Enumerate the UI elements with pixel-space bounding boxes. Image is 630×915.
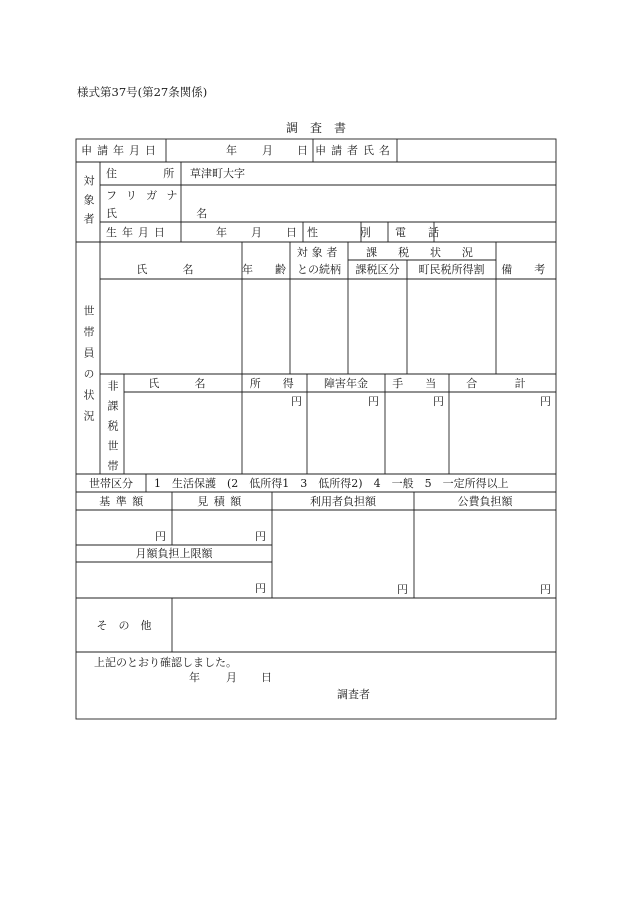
monthly-cap-yen-unit: 円 xyxy=(255,582,266,595)
household-section-label: 世帯員の状況 xyxy=(82,305,95,431)
applicant-name-field[interactable] xyxy=(399,141,554,160)
monthly-cap-header: 月額負担上限額 xyxy=(135,547,213,560)
total-header: 合 計 xyxy=(466,377,539,390)
standard-yen-unit: 円 xyxy=(155,530,166,543)
allowance-yen-unit: 円 xyxy=(433,395,444,408)
confirmation-text: 上記のとおり確認しました。 xyxy=(94,656,237,669)
sex-label: 性 別 xyxy=(307,226,387,239)
birth-date-label: 生年月日 xyxy=(106,226,170,239)
furigana-label: フリガナ xyxy=(106,189,187,202)
total-yen-unit: 円 xyxy=(540,395,551,408)
birth-month: 月 xyxy=(251,226,262,239)
estimate-amount-header: 見積額 xyxy=(197,495,247,508)
confirmation-year: 年 xyxy=(189,671,200,684)
user-burden-yen-unit: 円 xyxy=(397,583,408,596)
subject-name-label: 氏 名 xyxy=(106,207,242,220)
phone-label: 電 話 xyxy=(395,226,445,239)
non-taxed-name-header: 氏 名 xyxy=(148,377,218,390)
subject-section-label: 対象者 xyxy=(82,175,95,232)
income-yen-unit: 円 xyxy=(291,395,302,408)
remarks-header: 備 考 xyxy=(501,263,551,276)
address-label: 住 所 xyxy=(106,167,192,180)
form-reference: 様式第37号(第27条関係) xyxy=(77,85,208,99)
investigator-label: 調査者 xyxy=(337,688,370,701)
application-year: 年 xyxy=(226,144,237,157)
confirmation-month: 月 xyxy=(226,671,237,684)
relation-header-line1: 対象者 xyxy=(296,246,342,259)
household-class-options: 1 生活保護 (2 低所得1 3 低所得2) 4 一般 5 一定所得以上 xyxy=(154,477,509,490)
household-name-header: 氏 名 xyxy=(136,263,206,276)
application-month: 月 xyxy=(262,144,273,157)
pension-yen-unit: 円 xyxy=(368,395,379,408)
relation-header-line2: との続柄 xyxy=(297,263,341,276)
municipal-tax-header: 町民税所得割 xyxy=(418,263,485,276)
income-header: 所 得 xyxy=(249,377,300,390)
disability-pension-header: 障害年金 xyxy=(324,377,368,390)
tax-category-header: 課税区分 xyxy=(355,263,400,276)
application-date-label: 申請年月日 xyxy=(81,144,161,157)
applicant-name-label: 申請者氏名 xyxy=(315,144,395,157)
allowance-header: 手 当 xyxy=(392,377,442,390)
user-burden-header: 利用者負担額 xyxy=(310,495,376,508)
tax-status-header: 課 税 状 況 xyxy=(366,246,478,259)
confirmation-day: 日 xyxy=(261,671,272,684)
standard-amount-header: 基準額 xyxy=(99,495,149,508)
birth-year: 年 xyxy=(216,226,227,239)
public-burden-yen-unit: 円 xyxy=(540,583,551,596)
estimate-yen-unit: 円 xyxy=(255,530,266,543)
application-day: 日 xyxy=(297,144,308,157)
address-value: 草津町大字 xyxy=(190,167,245,180)
form-title: 調 査 書 xyxy=(285,121,346,135)
public-burden-header: 公費負担額 xyxy=(457,495,513,508)
household-age-header: 年 齢 xyxy=(242,263,292,276)
subject-name-field[interactable] xyxy=(183,187,554,220)
non-taxed-household-label: 非課税世帯 xyxy=(106,380,119,480)
birth-day: 日 xyxy=(286,226,297,239)
other-label: そ の 他 xyxy=(96,619,152,632)
household-class-label: 世帯区分 xyxy=(89,477,133,490)
